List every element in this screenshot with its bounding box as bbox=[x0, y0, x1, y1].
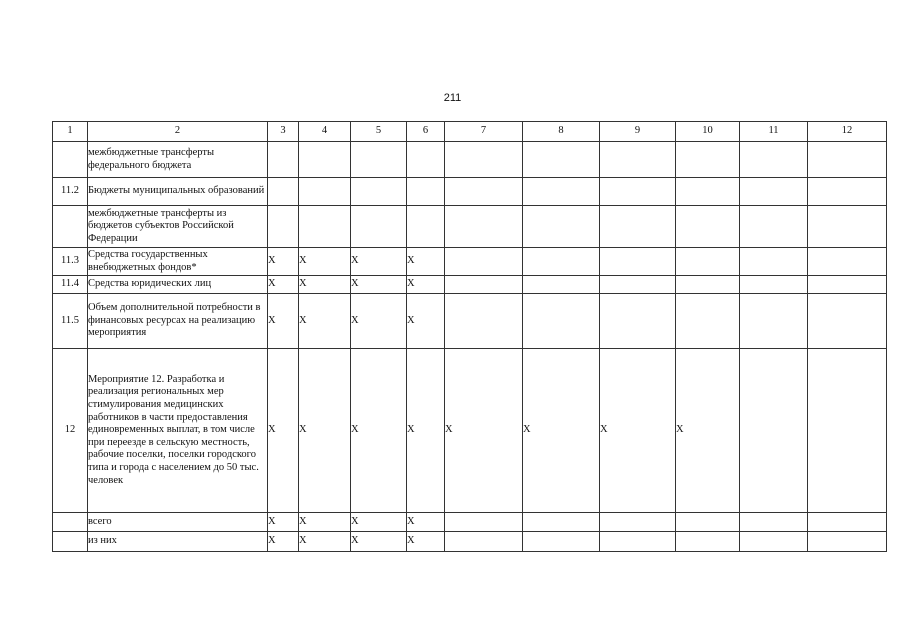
cell-mark bbox=[268, 178, 299, 206]
row-number: 11.2 bbox=[53, 178, 88, 206]
cell-mark bbox=[740, 178, 808, 206]
cell-mark: X bbox=[407, 513, 445, 532]
cell-mark bbox=[299, 206, 351, 248]
cell-mark bbox=[808, 513, 887, 532]
cell-mark bbox=[740, 206, 808, 248]
cell-mark bbox=[407, 178, 445, 206]
cell-mark bbox=[808, 294, 887, 349]
cell-mark bbox=[523, 248, 600, 276]
cell-mark bbox=[808, 248, 887, 276]
cell-mark bbox=[268, 142, 299, 178]
row-description: Средства государственных внебюджетных фондов* bbox=[88, 248, 268, 276]
table-row bbox=[53, 513, 887, 532]
cell-mark: X bbox=[407, 276, 445, 294]
cell-mark: X bbox=[299, 513, 351, 532]
cell-mark bbox=[808, 206, 887, 248]
cell-mark bbox=[676, 142, 740, 178]
cell-mark bbox=[600, 206, 676, 248]
table-row bbox=[53, 178, 887, 206]
cell-mark bbox=[445, 142, 523, 178]
cell-mark bbox=[740, 248, 808, 276]
cell-mark bbox=[351, 142, 407, 178]
row-number bbox=[53, 206, 88, 248]
table-row bbox=[53, 142, 887, 178]
cell-mark: X bbox=[351, 532, 407, 552]
cell-mark: X bbox=[407, 349, 445, 513]
cell-mark bbox=[523, 513, 600, 532]
column-header: 3 bbox=[268, 122, 299, 142]
cell-mark bbox=[808, 349, 887, 513]
row-number: 11.3 bbox=[53, 248, 88, 276]
cell-mark: X bbox=[351, 513, 407, 532]
cell-mark bbox=[445, 294, 523, 349]
cell-mark: X bbox=[523, 349, 600, 513]
column-header: 7 bbox=[445, 122, 523, 142]
cell-mark: X bbox=[268, 248, 299, 276]
row-description: из них bbox=[88, 532, 268, 552]
table-row bbox=[53, 532, 887, 552]
cell-mark bbox=[523, 142, 600, 178]
cell-mark bbox=[808, 276, 887, 294]
cell-mark bbox=[676, 294, 740, 349]
row-description: межбюджетные трансферты из бюджетов субъектов Российской Федерации bbox=[88, 206, 268, 248]
cell-mark: X bbox=[268, 513, 299, 532]
cell-mark: X bbox=[268, 276, 299, 294]
cell-mark bbox=[445, 276, 523, 294]
cell-mark: X bbox=[407, 532, 445, 552]
cell-mark bbox=[407, 206, 445, 248]
cell-mark bbox=[740, 142, 808, 178]
cell-mark bbox=[600, 532, 676, 552]
cell-mark: X bbox=[351, 248, 407, 276]
cell-mark bbox=[600, 178, 676, 206]
row-number: 12 bbox=[53, 349, 88, 513]
cell-mark: X bbox=[445, 349, 523, 513]
page-number: 211 bbox=[443, 92, 462, 104]
row-description: всего bbox=[88, 513, 268, 532]
row-number: 11.5 bbox=[53, 294, 88, 349]
cell-mark bbox=[676, 532, 740, 552]
cell-mark bbox=[299, 178, 351, 206]
cell-mark bbox=[445, 532, 523, 552]
cell-mark bbox=[600, 248, 676, 276]
cell-mark bbox=[740, 276, 808, 294]
table-row bbox=[53, 206, 887, 248]
cell-mark bbox=[808, 532, 887, 552]
cell-mark bbox=[808, 178, 887, 206]
budget-table bbox=[52, 121, 887, 552]
cell-mark: X bbox=[351, 294, 407, 349]
cell-mark bbox=[523, 532, 600, 552]
table-row bbox=[53, 349, 887, 513]
cell-mark: X bbox=[299, 294, 351, 349]
cell-mark bbox=[740, 294, 808, 349]
column-header: 8 bbox=[523, 122, 600, 142]
row-description: Объем дополнительной потребности в финансовых ресурсах на реализацию мероприятия bbox=[88, 294, 268, 349]
column-header: 12 bbox=[808, 122, 887, 142]
row-number bbox=[53, 142, 88, 178]
cell-mark bbox=[351, 206, 407, 248]
row-description: Бюджеты муниципальных образований bbox=[88, 178, 268, 206]
cell-mark bbox=[808, 142, 887, 178]
table-row bbox=[53, 276, 887, 294]
cell-mark bbox=[445, 248, 523, 276]
table-row bbox=[53, 294, 887, 349]
table-row bbox=[53, 248, 887, 276]
cell-mark bbox=[676, 178, 740, 206]
row-number bbox=[53, 513, 88, 532]
cell-mark bbox=[676, 248, 740, 276]
cell-mark bbox=[740, 532, 808, 552]
cell-mark bbox=[523, 206, 600, 248]
cell-mark: X bbox=[351, 276, 407, 294]
row-number: 11.4 bbox=[53, 276, 88, 294]
cell-mark bbox=[600, 294, 676, 349]
cell-mark bbox=[740, 513, 808, 532]
cell-mark bbox=[351, 178, 407, 206]
cell-mark bbox=[523, 178, 600, 206]
column-header: 6 bbox=[407, 122, 445, 142]
cell-mark bbox=[523, 276, 600, 294]
cell-mark bbox=[676, 206, 740, 248]
cell-mark bbox=[676, 276, 740, 294]
row-description: Средства юридических лиц bbox=[88, 276, 268, 294]
cell-mark bbox=[407, 142, 445, 178]
cell-mark: X bbox=[407, 294, 445, 349]
row-description: Мероприятие 12. Разработка и реализация региональных мер стимулирования медицинских работников в части предоставления единовременных выплат, в том числе при переезде в сельскую местность, рабочие поселки, поселки городского типа и города с населением до 50 тыс. человек bbox=[88, 349, 268, 513]
cell-mark: X bbox=[676, 349, 740, 513]
column-header: 4 bbox=[299, 122, 351, 142]
cell-mark: X bbox=[600, 349, 676, 513]
header-row bbox=[53, 122, 887, 142]
cell-mark: X bbox=[268, 532, 299, 552]
cell-mark: X bbox=[299, 248, 351, 276]
cell-mark: X bbox=[299, 276, 351, 294]
cell-mark bbox=[600, 276, 676, 294]
cell-mark: X bbox=[299, 349, 351, 513]
column-header: 5 bbox=[351, 122, 407, 142]
column-header: 1 bbox=[53, 122, 88, 142]
row-number bbox=[53, 532, 88, 552]
cell-mark bbox=[299, 142, 351, 178]
cell-mark: X bbox=[299, 532, 351, 552]
cell-mark bbox=[445, 206, 523, 248]
cell-mark: X bbox=[268, 349, 299, 513]
cell-mark: X bbox=[268, 294, 299, 349]
row-description: межбюджетные трансферты федерального бюджета bbox=[88, 142, 268, 178]
column-header: 2 bbox=[88, 122, 268, 142]
column-header: 10 bbox=[676, 122, 740, 142]
cell-mark bbox=[445, 178, 523, 206]
cell-mark bbox=[740, 349, 808, 513]
cell-mark bbox=[676, 513, 740, 532]
cell-mark bbox=[600, 513, 676, 532]
cell-mark bbox=[445, 513, 523, 532]
cell-mark bbox=[268, 206, 299, 248]
column-header: 11 bbox=[740, 122, 808, 142]
cell-mark bbox=[523, 294, 600, 349]
cell-mark: X bbox=[407, 248, 445, 276]
cell-mark bbox=[600, 142, 676, 178]
column-header: 9 bbox=[600, 122, 676, 142]
cell-mark: X bbox=[351, 349, 407, 513]
